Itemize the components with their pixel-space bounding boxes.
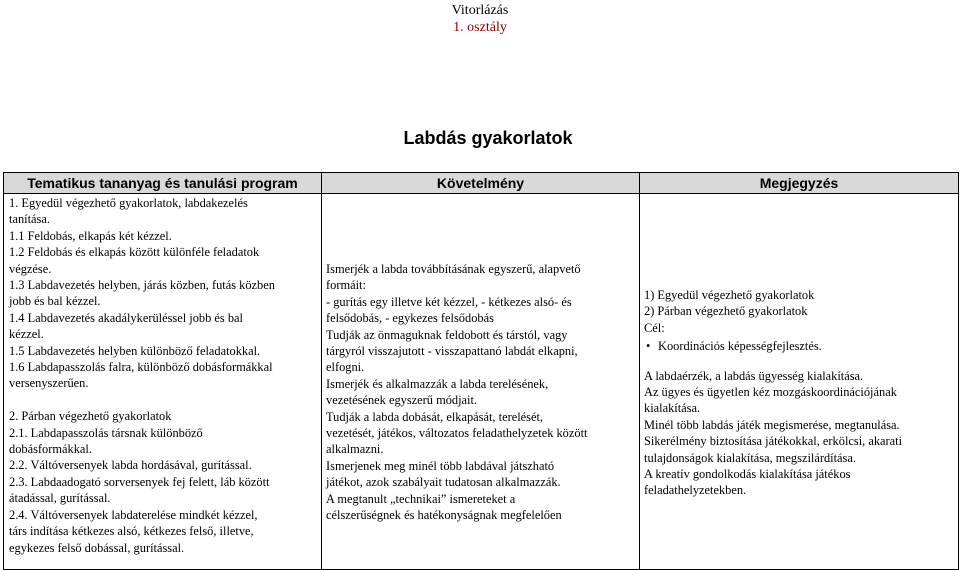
note-line: feladathelyzetekben. [644, 483, 747, 498]
program-line: átadással, gurítással. [9, 491, 111, 506]
program-line: 1.3 Labdavezetés helyben, járás közben, futás közben [9, 278, 275, 293]
notes-list-top [644, 287, 958, 336]
notes-block [644, 287, 958, 499]
note-line: Minél több labdás játék megismerése, megtanulása. [644, 417, 900, 432]
program-line [9, 392, 321, 408]
requirement-line: Ismerjenek meg minél több labdával játszható [326, 458, 555, 473]
requirement-line: - gurítás egy illetve két kézzel, - kétkezes alsó- és [326, 294, 572, 309]
program-line: 2.3. Labdaadogató sorversenyek fej felett, láb között [9, 474, 270, 489]
program-line: társ indítása kétkezes alsó, kétkezes felső, illetve, [9, 524, 254, 539]
notes-list-bottom [644, 368, 958, 499]
program-line: tanítása. [9, 212, 50, 227]
page-title: Labdás gyakorlatok [403, 128, 573, 148]
program-line: 2.4. Váltóversenyek labdaterelése mindkét kézzel, [9, 507, 258, 522]
note-line: Az ügyes és ügyetlen kéz mozgáskoordinációjának [644, 385, 897, 400]
requirement-line: Tudják az önmaguknak feldobott és társtól, vagy [326, 327, 568, 342]
requirement-line: A megtanult „technikai” ismereteket a [326, 491, 516, 506]
program-line: 1.4 Labdavezetés akadálykerüléssel jobb és bal [9, 310, 243, 325]
column-header-requirement: Követelmény [322, 173, 640, 194]
requirement-list [326, 261, 639, 524]
note-line: tulajdonságok kialakítása, megszilárdítása. [644, 450, 856, 465]
requirement-line: vezetésének egyszerű módjait. [326, 393, 478, 408]
table-header-row [4, 173, 959, 194]
column-header-notes: Megjegyzés [640, 173, 959, 194]
note-line: 2) Párban végezhető gyakorlatok [644, 304, 808, 319]
program-line: 1.2 Feldobás és elkapás között különféle feladatok [9, 245, 260, 260]
requirement-line: formáit: [326, 278, 366, 293]
program-line: versenyszerűen. [9, 376, 89, 391]
program-line: végzése. [9, 261, 52, 276]
document-subject: Vitorlázás [451, 3, 509, 18]
program-line: 2.1. Labdapasszolás társnak különböző [9, 425, 203, 440]
program-line: dobásformákkal. [9, 442, 92, 457]
requirement-cell [322, 194, 640, 570]
program-line: kézzel. [9, 327, 44, 342]
requirement-line: játékot, azok szabályait tudatosan alkalmazzák. [326, 475, 561, 490]
requirement-line: célszerűségnek és hatékonyságnak megfelelően [326, 508, 562, 523]
notes-cell [640, 194, 959, 570]
note-line: kialakítása. [644, 401, 701, 416]
program-line: 2.2. Váltóversenyek labda hordásával, gurítással. [9, 458, 252, 473]
column-header-program: Tematikus tananyag és tanulási program [4, 173, 322, 194]
requirement-line: Tudják a labda dobását, elkapását, terelését, [326, 409, 543, 424]
note-line: Cél: [644, 320, 665, 335]
table-row [4, 194, 959, 570]
curriculum-table [3, 172, 959, 570]
program-line: 1. Egyedül végezhető gyakorlatok, labdakezelés [9, 196, 248, 210]
requirement-line: tárgyról visszajutott - visszapattanó labdát elkapni, [326, 344, 578, 359]
requirement-line: Ismerjék a labda továbbításának egyszerű, alapvető [326, 262, 581, 276]
note-line: A kreatív gondolkodás kialakítása játékos [644, 467, 851, 482]
program-line: jobb és bal kézzel. [9, 294, 101, 309]
program-line: 1.1 Feldobás, elkapás két kézzel. [9, 228, 172, 243]
requirement-line: alkalmazni. [326, 442, 384, 457]
program-line: 2. Párban végezhető gyakorlatok [9, 409, 172, 424]
program-line: 1.5 Labdavezetés helyben különböző feladatokkal. [9, 343, 261, 358]
note-line: Sikerélmény biztosítása játékokkal, erkölcsi, akarati [644, 434, 903, 449]
grade-heading: 1. osztály [453, 20, 507, 35]
notes-bullet-item: • Koordinációs képességfejlesztés. [644, 338, 958, 354]
requirement-line: felsődobás, - egykezes felsődobás [326, 311, 494, 326]
requirement-line: elfogni. [326, 360, 365, 375]
program-cell [4, 194, 322, 570]
program-line: egykezes felső dobással, gurítással. [9, 540, 185, 555]
program-line: 1.6 Labdapasszolás falra, különböző dobásformákkal [9, 360, 273, 375]
note-line: 1) Egyedül végezhető gyakorlatok [644, 288, 815, 302]
program-list [9, 195, 321, 556]
note-line: A labdaérzék, a labdás ügyesség kialakítása. [644, 368, 864, 383]
requirement-line: Ismerjék és alkalmazzák a labda terelésének, [326, 376, 549, 391]
requirement-line: vezetését, játékos, változatos feladathelyzetek között [326, 426, 588, 441]
